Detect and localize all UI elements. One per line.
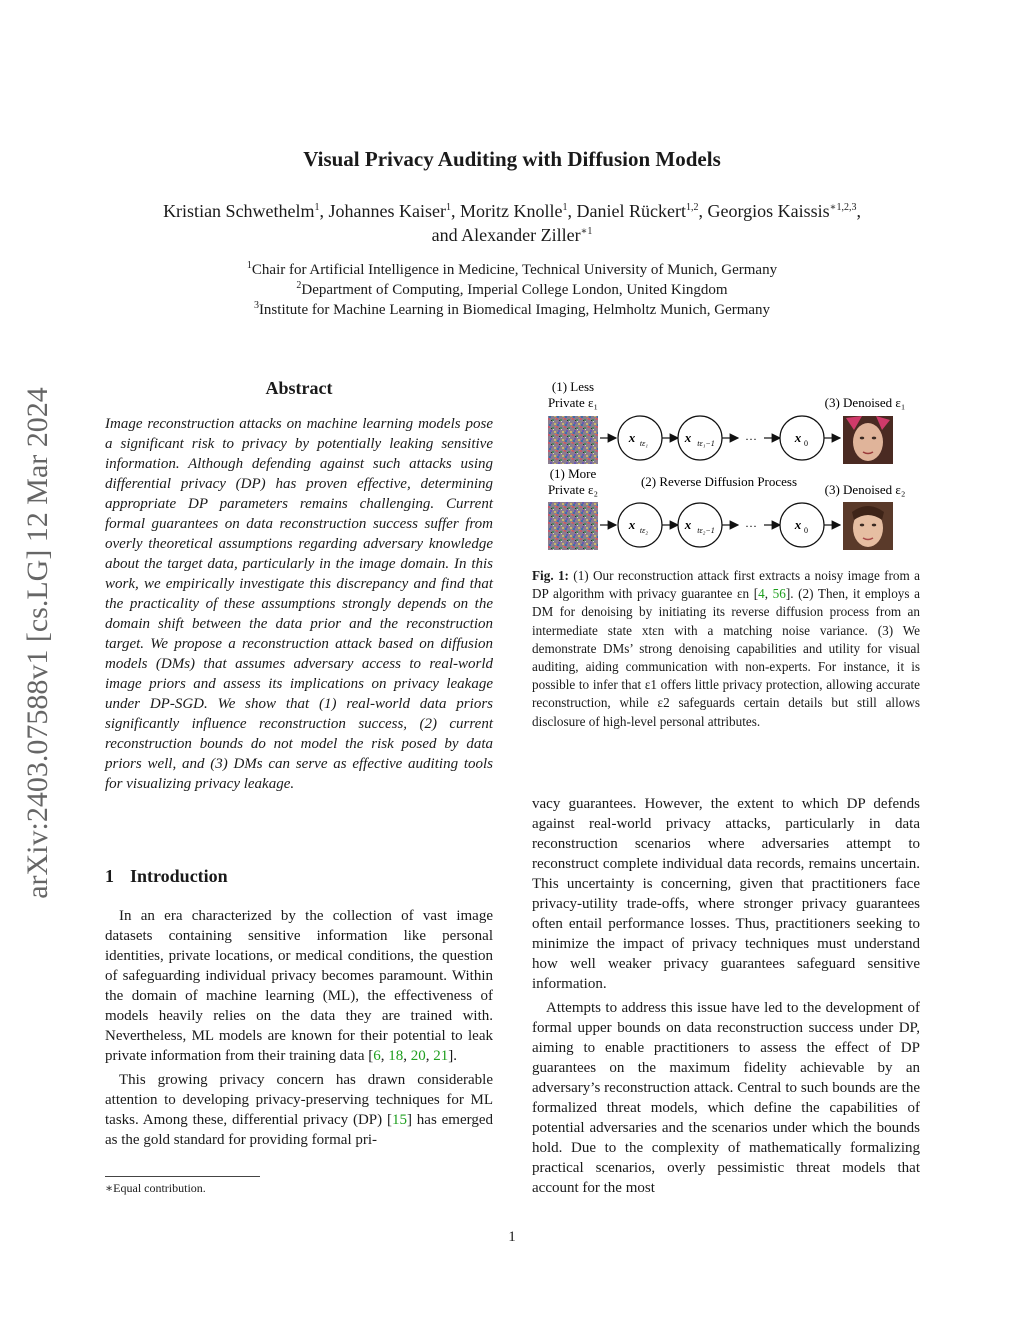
label-denoised-eps2: (3) Denoised ε₂ [824,482,906,497]
citation-link[interactable]: 6 [373,1048,381,1064]
author-prefix: and [431,225,462,245]
page-number: 1 [508,1229,516,1245]
footnote: ∗Equal contribution. [105,1181,206,1195]
section-heading-introduction [105,866,228,887]
author-affil-sup: 1 [562,202,568,213]
figure-1-diagram [532,378,922,564]
right-column-body [532,794,920,1198]
author-affil-sup: 1 [446,202,452,213]
footnote-rule [105,1176,260,1177]
caption-label: Fig. 1: [532,568,569,583]
author-separator: , [319,201,329,221]
node-label-x: x [684,430,692,445]
citation-link[interactable]: 18 [388,1048,404,1064]
affiliation-text: Department of Computing, Imperial College London, United Kingdom [301,282,728,298]
author-list [60,199,964,247]
author-name: Johannes Kaiser [328,201,447,221]
node-label-sub: tε₂−1 [697,526,715,535]
author-line-2 [60,223,964,247]
node-label-x: x [794,517,802,532]
author-name: Daniel Rückert [576,201,686,221]
affiliation-3 [60,302,964,319]
noisy-image-eps2 [548,502,598,550]
label-less-private-line1: (1) Less [551,379,595,394]
denoised-face-eps2 [843,502,893,550]
affiliation-text: Chair for Artificial Intelligence in Medicine, Technical University of Munich, Germany [251,262,778,278]
section-number: 1 [105,866,114,886]
state-node-x0-row2 [780,503,824,547]
author-separator: , [567,201,577,221]
affiliation-text: Institute for Machine Learning in Biomedical Imaging, Helmholtz Munich, Germany [258,302,771,318]
paragraph-text: ] has emerged as the gold standard for providing formal pri- [105,1112,493,1148]
intro-body [105,906,493,1150]
label-more-private-line2: Private ε₂ [547,482,599,497]
figure-1-caption [532,567,920,731]
node-label-x: x [628,517,636,532]
citation-link[interactable]: 4 [758,586,765,602]
node-label-x: x [628,430,636,445]
author-line-1 [60,199,964,223]
paragraph-text: ]. [448,1048,457,1064]
affiliation-sup: 2 [296,280,302,291]
author-affil-sup: ∗1,2,3 [829,202,857,213]
author-affil-sup: 1 [314,202,320,213]
node-label-sub: tε₁−1 [697,439,715,448]
section-title: Introduction [130,866,228,886]
label-denoised-eps1: (3) Denoised ε₁ [824,395,906,410]
author-affil-sup: 1,2 [685,202,699,213]
arxiv-id-text: arXiv:2403.07588v1 [cs.LG] 12 Mar 2024 [21,387,54,899]
node-label-sub: 0 [804,439,808,448]
label-less-private-line2: Private ε₁ [547,395,599,410]
intro-paragraph-2 [105,1070,493,1150]
ellipsis: ··· [745,519,757,533]
author-name: Moritz Knolle [460,201,563,221]
caption-text: (1) Our reconstruction attack first extracts a noisy image from a DP algorithm with privacy guarantee εn [ [532,568,920,602]
citation-link[interactable]: 15 [391,1112,407,1128]
author-separator: , [856,201,861,221]
caption-text: , [764,586,773,602]
author-separator: , [451,201,461,221]
arxiv-side-stamp [8,348,68,938]
noisy-image-eps1 [548,416,598,464]
affiliation-sup: 1 [246,260,252,271]
citation-link[interactable]: 21 [433,1048,449,1064]
node-label-x: x [794,430,802,445]
state-node-xt-eps1 [618,416,662,460]
affiliation-2 [60,282,964,299]
author-separator: , [698,201,708,221]
paragraph-text: This growing privacy concern has drawn considerable attention to developing privacy-preserving techniques for ML tasks. Among these, differential privacy (DP) [ [105,1072,493,1128]
citation-link[interactable]: 56 [772,586,786,602]
right-paragraph-1: vacy guarantees. However, the extent to which DP defends against real-world privacy attacks, particularly in data reconstruction scenarios where adversaries attempt to reconstruct complete individual data records, remains uncertain. This uncertainty is concerning, given that practitioners face privacy-utility trade-offs, where stronger privacy guarantees often entail performance losses. Thus, practitioners seeking to minimize the impact of privacy techniques must understand how well weaker privacy guarantees safeguard sensitive information. [532,796,920,992]
state-node-xt-eps2 [618,503,662,547]
right-paragraph-2: Attempts to address this issue have led to the development of formal upper bounds on data reconstruction success under DP, aiming to enable practitioners to assess the effect of DP guarantees on the maximum fidelity achievable by an adversary’s reconstruction attack. Central to such bounds are the formalized threat models, which define the capabilities of potential adversaries and the scenarios under which the bounds hold. Due to the complexity of mathematically formalizing practical scenarios, overly pessimistic threat models that account for the most [532,1000,920,1196]
node-label-x: x [684,517,692,532]
node-label-sub: 0 [804,526,808,535]
abstract-heading: Abstract [265,378,333,398]
author-name: Kristian Schwethelm [163,201,315,221]
author-affil-sup: ∗1 [580,226,593,237]
label-more-private-line1: (1) More [549,466,597,481]
caption-text: ]. (2) Then, it employs a DM for denoising by initiating its reverse diffusion process from an intermediate state xtεn with a matching noise variance. (3) We demonstrate DMs’ strong denoising capabilities and utility for visual auditing, aiding communication with non-experts. For instance, it is possible to infer that ε1 offers little privacy protection, allowing accurate reconstruction, while ε2 safeguards certain details but still allows disclosure of high-level personal attributes. [532,586,921,729]
denoised-face-eps1 [843,416,893,464]
paper-title: Visual Privacy Auditing with Diffusion Models [303,147,721,171]
citation-link[interactable]: 20 [410,1048,426,1064]
author-name: Alexander Ziller [461,225,581,245]
node-label-sub: tε₂ [639,526,649,535]
state-node-x0-row1 [780,416,824,460]
abstract-body: Image reconstruction attacks on machine learning models pose a significant risk to privacy by potentially leaking sensitive information. Although defending against such attacks using differential privacy (DP) has proven effective, determining appropriate DP parameters remains challenging. Current formal guarantees on data reconstruction success suffer from overly theoretical assumptions regarding adversary knowledge about the target data, particularly in the image domain. In this work, we empirically investigate this discrepancy and find that the practicality of these assumptions strongly depends on the domain shift between the data prior and the reconstruction target. We propose a reconstruction attack based on diffusion models (DMs) that assumes adversary access to real-world image priors and assess its implications on privacy leakage under DP-SGD. We show that (1) real-world data priors significantly influence reconstruction success, (2) current reconstruction bounds do not model the risk posed by data priors well, and (3) DMs can serve as effective auditing tools for visualizing privacy leakage. [105,416,493,792]
label-reverse-diffusion: (2) Reverse Diffusion Process [640,474,798,489]
node-label-sub: tε₁ [639,439,649,448]
affiliation-1 [60,262,964,279]
intro-paragraph-1: In an era characterized by the collection of vast image datasets containing sensitive information like personal identities, private locations, or medical conditions, the question of safeguarding individual privacy becomes paramount. Within the domain of machine learning (ML), the effectiveness of models heavily relies on the data they are trained with. Nevertheless, ML models are known for their potential to leak private information from their training data [6, 18, 20, 21]. [105,908,493,1064]
affiliation-sup: 3 [253,300,259,311]
author-name: Georgios Kaissis [707,201,830,221]
ellipsis: ··· [745,432,757,446]
paragraph-text: In an era characterized by the collection of vast image datasets containing sensitive information like personal identities, private locations, or medical conditions, the question of safeguarding individual privacy becomes paramount. Within the domain of machine learning (ML), the effectiveness of models heavily relies on the data they are trained with. Nevertheless, ML models are known for their potential to leak private information from their training data [ [105,908,493,1064]
